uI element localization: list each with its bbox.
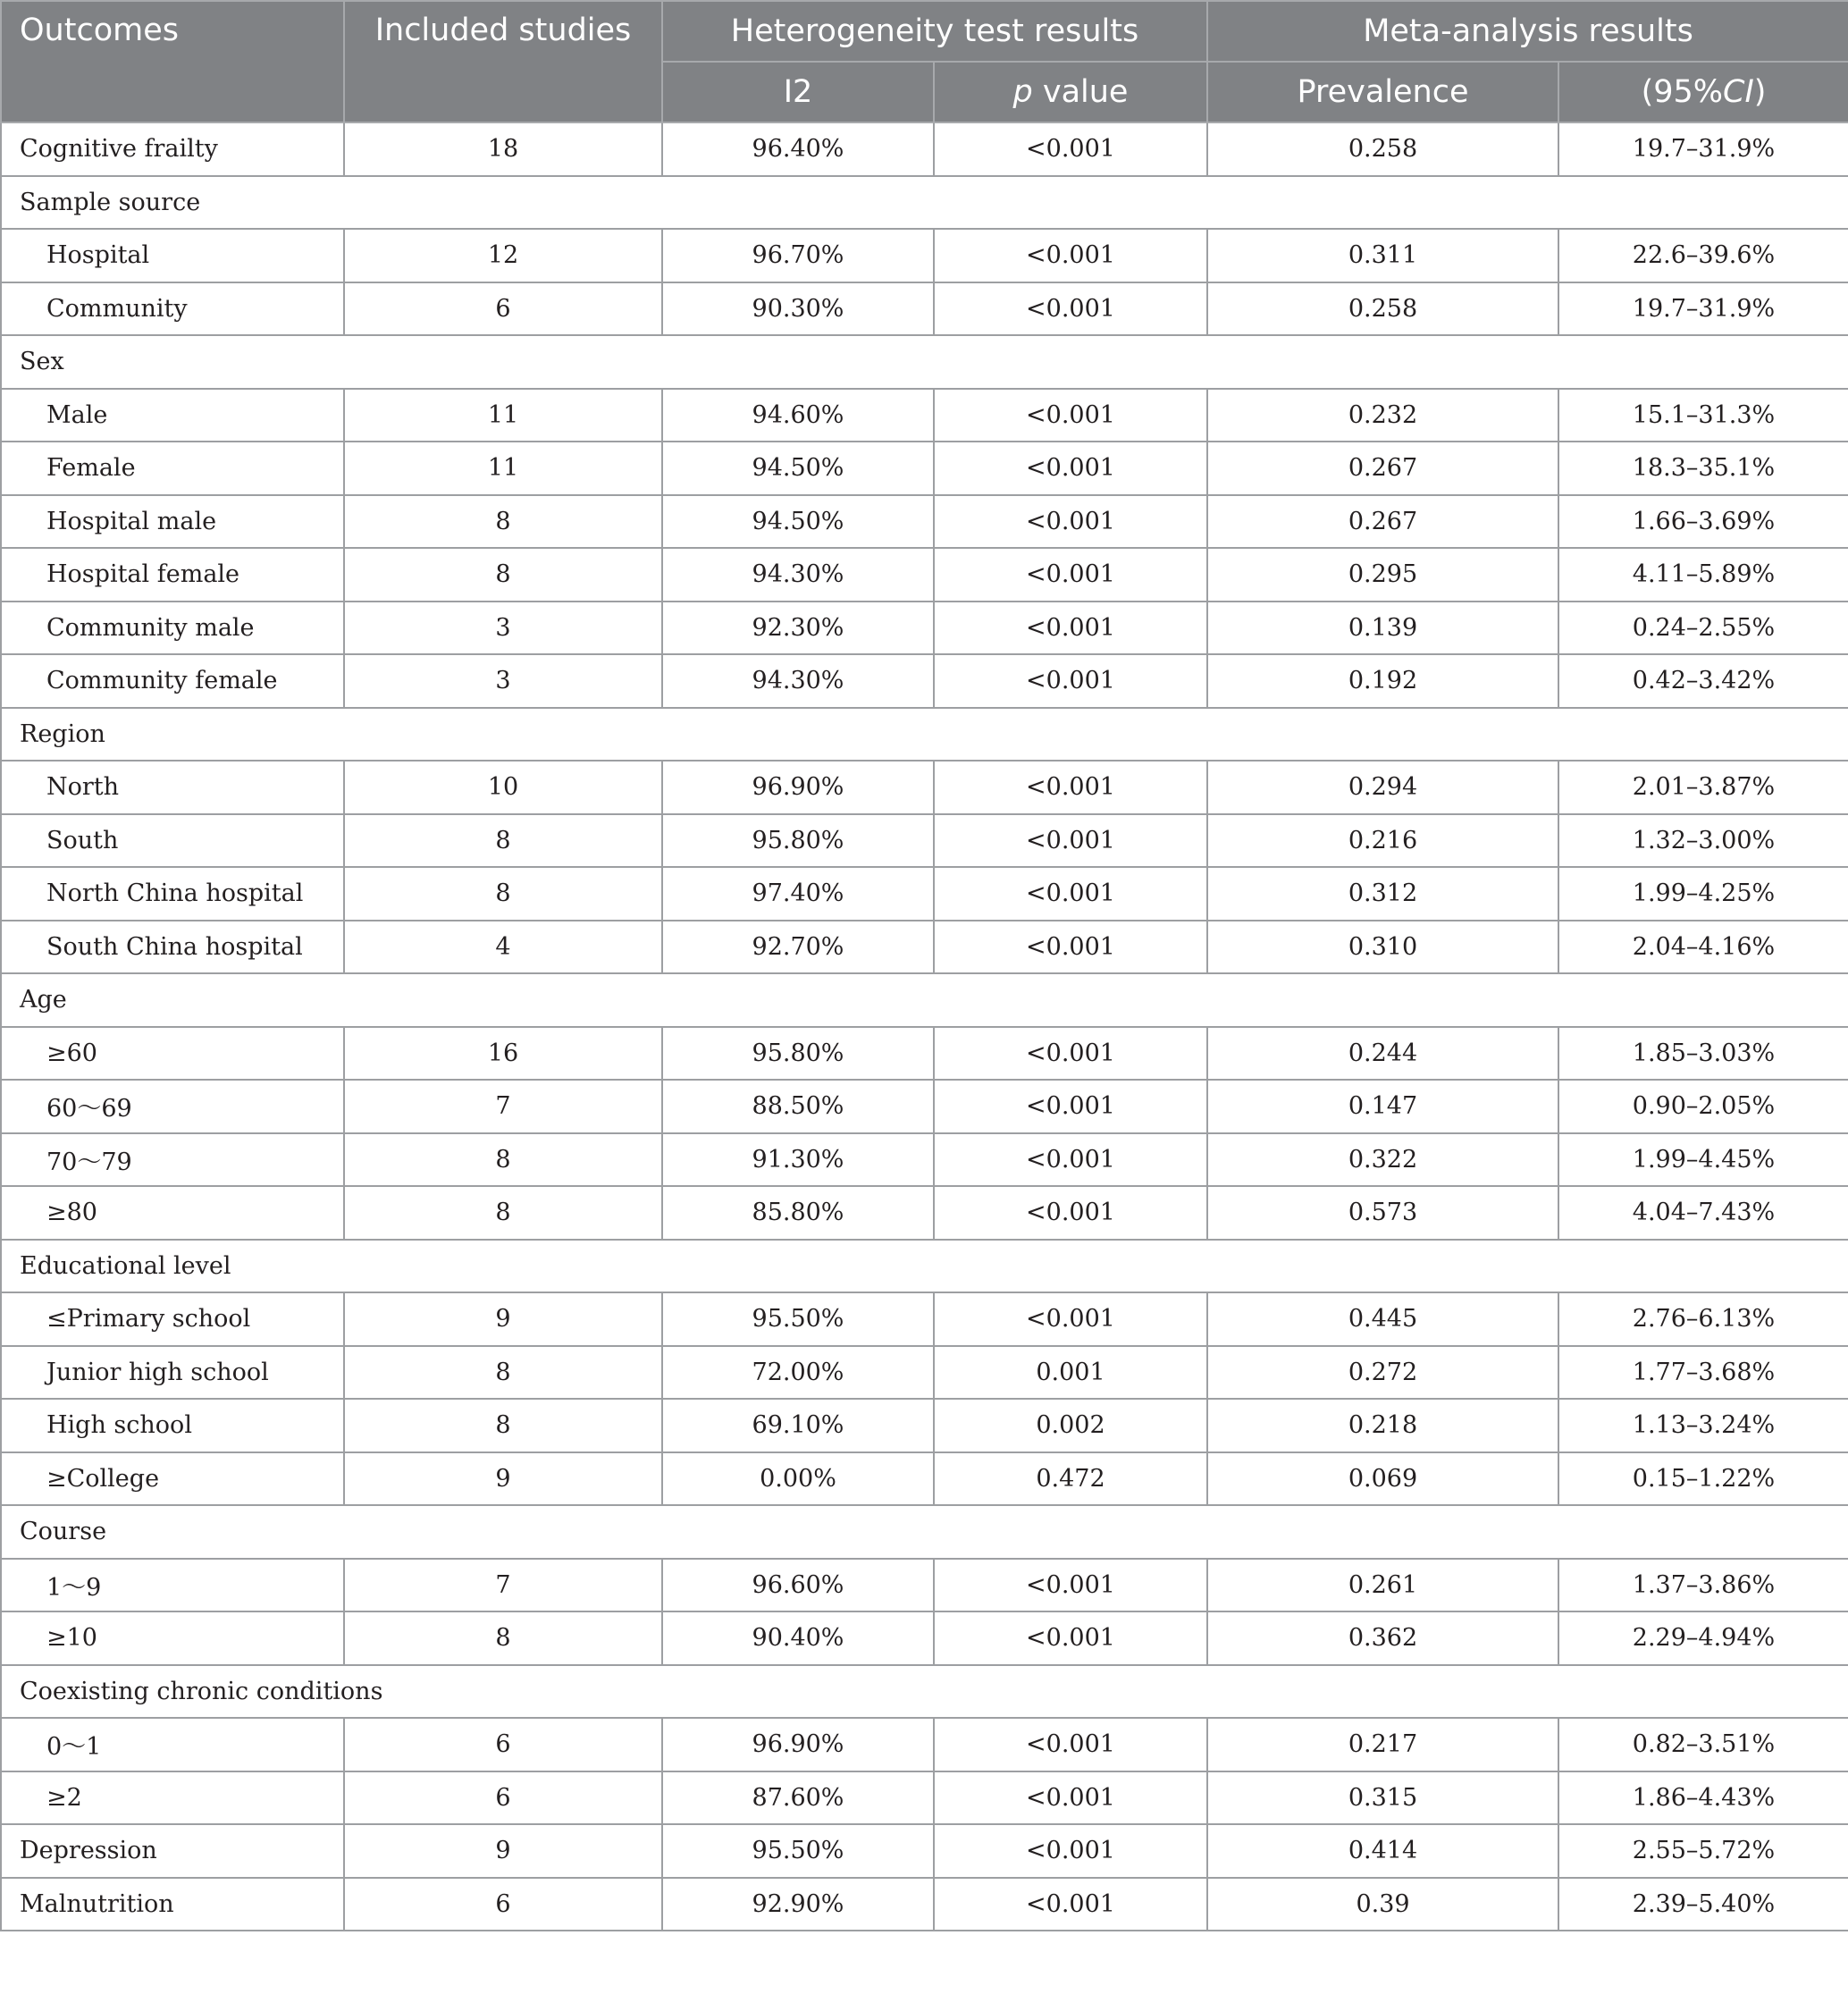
p-value-cell: <0.001 [934, 389, 1207, 442]
table-header [1, 1, 1848, 122]
header-p-value [934, 62, 1207, 122]
p-value-cell: <0.001 [934, 1080, 1207, 1133]
table-row [1, 1399, 1848, 1452]
p-value-cell: <0.001 [934, 867, 1207, 921]
p-value-cell: <0.001 [934, 1133, 1207, 1187]
group-label: Region [1, 708, 1848, 761]
outcome-label: Hospital male [1, 495, 344, 549]
included-studies-cell: 8 [344, 1611, 662, 1665]
outcome-label: Female [1, 442, 344, 495]
p-value-cell: <0.001 [934, 282, 1207, 336]
ci-cell: 1.13–3.24% [1558, 1399, 1848, 1452]
p-value-cell: <0.001 [934, 1771, 1207, 1825]
outcome-label: Male [1, 389, 344, 442]
prevalence-cell: 0.310 [1207, 921, 1558, 974]
table-row [1, 867, 1848, 921]
prevalence-cell: 0.294 [1207, 761, 1558, 814]
group-label: Age [1, 973, 1848, 1027]
prevalence-cell: 0.445 [1207, 1292, 1558, 1346]
outcome-label: Cognitive frailty [1, 122, 344, 176]
ci-cell: 1.99–4.45% [1558, 1133, 1848, 1187]
p-value-cell: <0.001 [934, 1559, 1207, 1612]
ci-cell: 1.99–4.25% [1558, 867, 1848, 921]
prevalence-cell: 0.272 [1207, 1346, 1558, 1400]
table-row [1, 122, 1848, 176]
outcome-label: 1～9 [1, 1559, 344, 1612]
i2-cell: 97.40% [662, 867, 934, 921]
included-studies-cell: 11 [344, 442, 662, 495]
ci-cell: 1.66–3.69% [1558, 495, 1848, 549]
header-ci-italic: CI [1723, 74, 1754, 110]
included-studies-cell: 8 [344, 867, 662, 921]
table-row [1, 282, 1848, 336]
outcome-label: ≥College [1, 1452, 344, 1506]
prevalence-cell: 0.312 [1207, 867, 1558, 921]
i2-cell: 72.00% [662, 1346, 934, 1400]
outcome-label: Depression [1, 1824, 344, 1878]
prevalence-cell: 0.414 [1207, 1824, 1558, 1878]
prevalence-cell: 0.192 [1207, 654, 1558, 708]
outcome-label: 0～1 [1, 1718, 344, 1771]
ci-cell: 1.86–4.43% [1558, 1771, 1848, 1825]
i2-cell: 94.50% [662, 495, 934, 549]
header-row-1 [1, 1, 1848, 62]
i2-cell: 95.50% [662, 1292, 934, 1346]
table-row [1, 1133, 1848, 1187]
i2-cell: 92.70% [662, 921, 934, 974]
i2-cell: 92.30% [662, 602, 934, 655]
ci-cell: 0.15–1.22% [1558, 1452, 1848, 1506]
included-studies-cell: 6 [344, 282, 662, 336]
ci-cell: 0.42–3.42% [1558, 654, 1848, 708]
table-row [1, 1559, 1848, 1612]
outcome-label: 60～69 [1, 1080, 344, 1133]
table-group-row [1, 176, 1848, 230]
table-row [1, 1771, 1848, 1825]
outcome-label: South China hospital [1, 921, 344, 974]
prevalence-cell: 0.261 [1207, 1559, 1558, 1612]
table-row [1, 1878, 1848, 1931]
prevalence-cell: 0.139 [1207, 602, 1558, 655]
i2-cell: 95.80% [662, 1027, 934, 1081]
included-studies-cell: 16 [344, 1027, 662, 1081]
table-row [1, 1718, 1848, 1771]
included-studies-cell: 6 [344, 1771, 662, 1825]
prevalence-cell: 0.217 [1207, 1718, 1558, 1771]
p-value-cell: <0.001 [934, 495, 1207, 549]
i2-cell: 91.30% [662, 1133, 934, 1187]
i2-cell: 95.80% [662, 814, 934, 868]
included-studies-cell: 8 [344, 548, 662, 602]
table-group-row [1, 1240, 1848, 1293]
outcome-label: Hospital female [1, 548, 344, 602]
prevalence-cell: 0.147 [1207, 1080, 1558, 1133]
outcome-label: Community female [1, 654, 344, 708]
outcome-label: ≥10 [1, 1611, 344, 1665]
table-row [1, 1824, 1848, 1878]
outcome-label: ≥2 [1, 1771, 344, 1825]
group-label: Sex [1, 335, 1848, 389]
table-row [1, 761, 1848, 814]
header-p-rest: value [1032, 74, 1129, 110]
group-label: Educational level [1, 1240, 1848, 1293]
prevalence-cell: 0.258 [1207, 122, 1558, 176]
i2-cell: 90.40% [662, 1611, 934, 1665]
i2-cell: 94.50% [662, 442, 934, 495]
prevalence-cell: 0.311 [1207, 229, 1558, 282]
i2-cell: 92.90% [662, 1878, 934, 1931]
table-row [1, 602, 1848, 655]
p-value-cell: 0.002 [934, 1399, 1207, 1452]
ci-cell: 1.85–3.03% [1558, 1027, 1848, 1081]
included-studies-cell: 18 [344, 122, 662, 176]
p-value-cell: <0.001 [934, 1878, 1207, 1931]
i2-cell: 96.70% [662, 229, 934, 282]
p-value-cell: <0.001 [934, 122, 1207, 176]
prevalence-cell: 0.362 [1207, 1611, 1558, 1665]
prevalence-cell: 0.218 [1207, 1399, 1558, 1452]
outcome-label: North [1, 761, 344, 814]
ci-cell: 1.32–3.00% [1558, 814, 1848, 868]
included-studies-cell: 8 [344, 1133, 662, 1187]
p-value-cell: <0.001 [934, 654, 1207, 708]
prevalence-cell: 0.315 [1207, 1771, 1558, 1825]
table-row [1, 1611, 1848, 1665]
i2-cell: 94.60% [662, 389, 934, 442]
header-outcomes: Outcomes [1, 1, 344, 122]
ci-cell: 15.1–31.3% [1558, 389, 1848, 442]
ci-cell: 2.76–6.13% [1558, 1292, 1848, 1346]
p-value-cell: <0.001 [934, 1718, 1207, 1771]
ci-cell: 18.3–35.1% [1558, 442, 1848, 495]
outcome-label: Hospital [1, 229, 344, 282]
included-studies-cell: 10 [344, 761, 662, 814]
i2-cell: 87.60% [662, 1771, 934, 1825]
p-value-cell: 0.001 [934, 1346, 1207, 1400]
ci-cell: 2.55–5.72% [1558, 1824, 1848, 1878]
prevalence-cell: 0.267 [1207, 495, 1558, 549]
i2-cell: 96.90% [662, 1718, 934, 1771]
included-studies-cell: 7 [344, 1080, 662, 1133]
table-group-row [1, 335, 1848, 389]
p-value-cell: <0.001 [934, 602, 1207, 655]
table-row [1, 1080, 1848, 1133]
prevalence-cell: 0.244 [1207, 1027, 1558, 1081]
outcome-label: Malnutrition [1, 1878, 344, 1931]
p-value-cell: <0.001 [934, 1027, 1207, 1081]
included-studies-cell: 11 [344, 389, 662, 442]
group-label: Coexisting chronic conditions [1, 1665, 1848, 1719]
outcome-label: ≥60 [1, 1027, 344, 1081]
i2-cell: 88.50% [662, 1080, 934, 1133]
prevalence-cell: 0.232 [1207, 389, 1558, 442]
table-body [1, 122, 1848, 1931]
included-studies-cell: 7 [344, 1559, 662, 1612]
i2-cell: 96.90% [662, 761, 934, 814]
ci-cell: 0.90–2.05% [1558, 1080, 1848, 1133]
prevalence-cell: 0.069 [1207, 1452, 1558, 1506]
header-ci-open: (95% [1641, 74, 1724, 110]
included-studies-cell: 9 [344, 1292, 662, 1346]
p-value-cell: 0.472 [934, 1452, 1207, 1506]
i2-cell: 94.30% [662, 548, 934, 602]
outcome-label: North China hospital [1, 867, 344, 921]
ci-cell: 2.39–5.40% [1558, 1878, 1848, 1931]
ci-cell: 2.01–3.87% [1558, 761, 1848, 814]
i2-cell: 69.10% [662, 1399, 934, 1452]
included-studies-cell: 12 [344, 229, 662, 282]
included-studies-cell: 8 [344, 814, 662, 868]
outcome-label: South [1, 814, 344, 868]
header-i2: I2 [662, 62, 934, 122]
ci-cell: 2.29–4.94% [1558, 1611, 1848, 1665]
included-studies-cell: 4 [344, 921, 662, 974]
table-row [1, 442, 1848, 495]
group-label: Course [1, 1505, 1848, 1559]
outcome-label: 70～79 [1, 1133, 344, 1187]
prevalence-cell: 0.267 [1207, 442, 1558, 495]
p-value-cell: <0.001 [934, 1611, 1207, 1665]
header-p-italic: p [1012, 74, 1033, 110]
outcome-label: Community male [1, 602, 344, 655]
table-row [1, 548, 1848, 602]
included-studies-cell: 9 [344, 1452, 662, 1506]
ci-cell: 0.82–3.51% [1558, 1718, 1848, 1771]
p-value-cell: <0.001 [934, 548, 1207, 602]
included-studies-cell: 6 [344, 1718, 662, 1771]
p-value-cell: <0.001 [934, 1292, 1207, 1346]
header-prevalence: Prevalence [1207, 62, 1558, 122]
outcome-label: High school [1, 1399, 344, 1452]
included-studies-cell: 8 [344, 1399, 662, 1452]
i2-cell: 90.30% [662, 282, 934, 336]
p-value-cell: <0.001 [934, 921, 1207, 974]
i2-cell: 96.40% [662, 122, 934, 176]
included-studies-cell: 6 [344, 1878, 662, 1931]
p-value-cell: <0.001 [934, 761, 1207, 814]
ci-cell: 4.04–7.43% [1558, 1186, 1848, 1240]
p-value-cell: <0.001 [934, 1824, 1207, 1878]
table-row [1, 1186, 1848, 1240]
group-label: Sample source [1, 176, 1848, 230]
outcome-label: ≤Primary school [1, 1292, 344, 1346]
table-group-row [1, 708, 1848, 761]
table-row [1, 921, 1848, 974]
i2-cell: 85.80% [662, 1186, 934, 1240]
table-row [1, 389, 1848, 442]
table-row [1, 814, 1848, 868]
included-studies-cell: 3 [344, 654, 662, 708]
header-ci [1558, 62, 1848, 122]
ci-cell: 0.24–2.55% [1558, 602, 1848, 655]
header-included-studies: Included studies [344, 1, 662, 122]
table-row [1, 495, 1848, 549]
table-row [1, 1452, 1848, 1506]
included-studies-cell: 8 [344, 495, 662, 549]
prevalence-cell: 0.322 [1207, 1133, 1558, 1187]
header-ci-close: ) [1753, 74, 1767, 110]
included-studies-cell: 3 [344, 602, 662, 655]
ci-cell: 19.7–31.9% [1558, 282, 1848, 336]
prevalence-cell: 0.216 [1207, 814, 1558, 868]
p-value-cell: <0.001 [934, 442, 1207, 495]
table-group-row [1, 1505, 1848, 1559]
table-row [1, 229, 1848, 282]
p-value-cell: <0.001 [934, 1186, 1207, 1240]
included-studies-cell: 8 [344, 1346, 662, 1400]
outcome-label: ≥80 [1, 1186, 344, 1240]
table-row [1, 1027, 1848, 1081]
included-studies-cell: 9 [344, 1824, 662, 1878]
ci-cell: 19.7–31.9% [1558, 122, 1848, 176]
outcome-label: Junior high school [1, 1346, 344, 1400]
i2-cell: 96.60% [662, 1559, 934, 1612]
table-group-row [1, 973, 1848, 1027]
outcome-label: Community [1, 282, 344, 336]
prevalence-cell: 0.39 [1207, 1878, 1558, 1931]
ci-cell: 4.11–5.89% [1558, 548, 1848, 602]
included-studies-cell: 8 [344, 1186, 662, 1240]
i2-cell: 0.00% [662, 1452, 934, 1506]
header-meta-analysis: Meta-analysis results [1207, 1, 1848, 62]
table-row [1, 1292, 1848, 1346]
i2-cell: 95.50% [662, 1824, 934, 1878]
i2-cell: 94.30% [662, 654, 934, 708]
prevalence-cell: 0.573 [1207, 1186, 1558, 1240]
p-value-cell: <0.001 [934, 229, 1207, 282]
ci-cell: 1.77–3.68% [1558, 1346, 1848, 1400]
table-group-row [1, 1665, 1848, 1719]
header-heterogeneity: Heterogeneity test results [662, 1, 1207, 62]
ci-cell: 2.04–4.16% [1558, 921, 1848, 974]
table-row [1, 1346, 1848, 1400]
prevalence-cell: 0.295 [1207, 548, 1558, 602]
ci-cell: 22.6–39.6% [1558, 229, 1848, 282]
prevalence-cell: 0.258 [1207, 282, 1558, 336]
ci-cell: 1.37–3.86% [1558, 1559, 1848, 1612]
p-value-cell: <0.001 [934, 814, 1207, 868]
table-row [1, 654, 1848, 708]
